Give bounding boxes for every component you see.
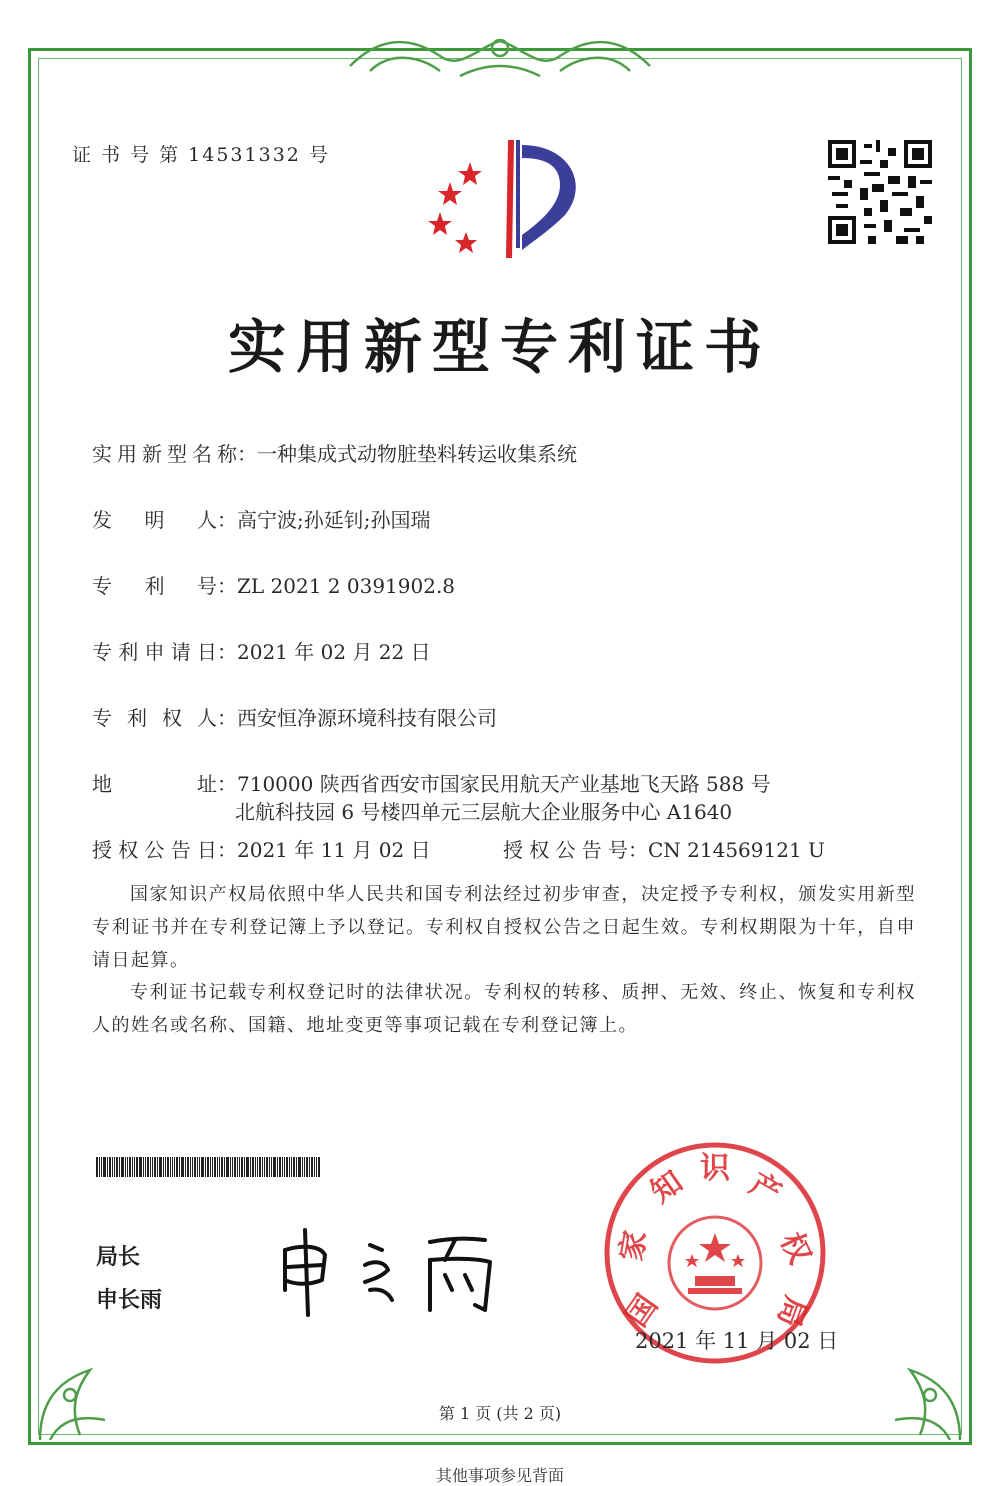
certificate-number: 证 书 号 第 14531332 号 — [72, 144, 330, 166]
barcode-bar — [284, 1157, 285, 1177]
barcode-bar — [262, 1157, 263, 1177]
svg-text:产: 产 — [743, 1166, 787, 1212]
director-title: 局长 — [96, 1245, 141, 1270]
barcode-bar — [167, 1157, 169, 1177]
barcode-bar — [187, 1157, 189, 1177]
barcode-bar — [109, 1157, 111, 1177]
address-row: 地 址：710000 陕西省西安市国家民用航天产业基地飞天路 588 号 — [92, 768, 771, 797]
barcode-bar — [190, 1157, 191, 1177]
barcode-bar — [136, 1157, 138, 1177]
barcode-bar — [174, 1157, 175, 1177]
field-value: CN 214569121 U — [648, 838, 825, 862]
barcode-bar — [318, 1157, 320, 1177]
barcode-bar — [252, 1157, 254, 1177]
barcode-bar — [296, 1157, 297, 1177]
barcode-bar — [224, 1157, 225, 1177]
barcode-bar — [232, 1157, 233, 1177]
svg-text:识: 识 — [700, 1151, 730, 1186]
barcode-bar — [314, 1157, 315, 1177]
barcode-bar — [154, 1157, 156, 1177]
barcode-bar — [302, 1157, 303, 1177]
corner-ornament-icon — [880, 1340, 970, 1450]
barcode-bar — [172, 1157, 173, 1177]
barcode-bar — [132, 1157, 133, 1177]
utility-model-name-row: 实用新型名称：一种集成式动物脏垫料转运收集系统 — [92, 438, 577, 467]
barcode-bar — [309, 1157, 310, 1177]
seal-date: 2021 年 11 月 02 日 — [635, 1329, 839, 1353]
barcode-bar — [239, 1157, 240, 1177]
svg-text:权: 权 — [773, 1227, 818, 1270]
barcode-bar — [298, 1157, 301, 1177]
inventor-row: 发 明 人：高宁波;孙延钊;孙国瑞 — [92, 504, 430, 533]
field-value: 2021 年 02 月 22 日 — [237, 640, 431, 664]
barcode-bar — [165, 1157, 166, 1177]
page-title: 实用新型专利证书 — [227, 313, 772, 381]
field-label: 授权公告日 — [92, 838, 217, 862]
director-name: 申长雨 — [96, 1288, 163, 1313]
barcode-bar — [163, 1157, 164, 1177]
barcode-bar — [306, 1157, 308, 1177]
field-value: 一种集成式动物脏垫料转运收集系统 — [257, 442, 577, 466]
barcode-bar — [241, 1157, 243, 1177]
barcode-bar — [289, 1157, 290, 1177]
barcode-bar — [192, 1157, 193, 1177]
barcode-bar — [121, 1157, 124, 1177]
barcode-bar — [264, 1157, 265, 1177]
barcode-bar — [194, 1157, 196, 1177]
barcode-bar — [145, 1157, 146, 1177]
barcode-bar — [170, 1157, 171, 1177]
patent-office-logo-icon — [420, 130, 590, 260]
barcode-bar — [114, 1157, 115, 1177]
barcode-bar — [271, 1157, 272, 1177]
svg-text:局: 局 — [769, 1291, 814, 1332]
grant-date-row: 授权公告日：2021 年 11 月 02 日 — [92, 834, 431, 863]
barcode-bar — [150, 1157, 151, 1177]
barcode-bar — [286, 1157, 288, 1177]
field-label: 发 明 人 — [92, 508, 217, 532]
barcode-bar — [246, 1157, 249, 1177]
barcode-bar — [214, 1157, 216, 1177]
svg-text:家: 家 — [614, 1227, 654, 1264]
barcode-bar — [291, 1157, 292, 1177]
field-label: 专 利 号 — [92, 574, 217, 598]
barcode-bar — [157, 1157, 158, 1177]
barcode-bar — [101, 1157, 102, 1177]
field-label: 授权公告号 — [503, 838, 628, 862]
barcode-bar — [219, 1157, 220, 1177]
barcode-bar — [237, 1157, 238, 1177]
barcode-bar — [152, 1157, 153, 1177]
barcode-bar — [125, 1157, 126, 1177]
field-value: 高宁波;孙延钊;孙国瑞 — [237, 508, 431, 532]
svg-text:知: 知 — [644, 1164, 690, 1211]
field-label: 实用新型名称 — [92, 442, 237, 466]
field-value: 西安恒净源环境科技有限公司 — [237, 706, 497, 730]
address-line-2: 北航科技园 6 号楼四单元三层航大企业服务中心 A1640 — [235, 800, 733, 824]
barcode-bar — [199, 1157, 200, 1177]
barcode-bar — [244, 1157, 245, 1177]
barcode-bar — [112, 1157, 113, 1177]
barcode-bar — [269, 1157, 270, 1177]
barcode-bar — [147, 1157, 149, 1177]
body-paragraph: 国家知识产权局依照中华人民共和国专利法经过初步审查，决定授予专利权，颁发实用新型专利证书并在专利登记簿上予以登记。专利权自授权公告之日起生效。专利权期限为十年，自申请日起算。 — [92, 884, 916, 971]
svg-text:国: 国 — [619, 1288, 666, 1334]
barcode-bar — [197, 1157, 198, 1177]
barcode-bar — [207, 1157, 209, 1177]
barcode-bar — [293, 1157, 295, 1177]
page-number: 第 1 页 (共 2 页) — [438, 1404, 562, 1423]
barcode-bar — [159, 1157, 162, 1177]
barcode-bar — [226, 1157, 229, 1177]
barcode-bar — [201, 1157, 204, 1177]
barcode-bar — [119, 1157, 120, 1177]
barcode-bar — [107, 1157, 108, 1177]
barcode-bar — [257, 1157, 258, 1177]
barcode-bar — [127, 1157, 128, 1177]
barcode-bar — [304, 1157, 305, 1177]
field-value: ZL 2021 2 0391902.8 — [237, 574, 456, 598]
barcode-bar — [230, 1157, 231, 1177]
barcode-bar — [316, 1157, 317, 1177]
field-value: 2021 年 11 月 02 日 — [237, 838, 431, 862]
field-label: 专利申请日 — [92, 640, 217, 664]
barcode-bar — [277, 1157, 278, 1177]
barcode-bar — [210, 1157, 211, 1177]
field-label: 专 利 权 人 — [92, 706, 217, 730]
barcode-bar — [143, 1157, 144, 1177]
barcode-bar — [212, 1157, 213, 1177]
barcode-bar — [181, 1157, 184, 1177]
handwritten-signature-icon — [270, 1220, 510, 1320]
barcode-bar — [176, 1157, 178, 1177]
barcode-bar — [139, 1157, 142, 1177]
barcode-bar — [129, 1157, 131, 1177]
barcode-bar — [134, 1157, 135, 1177]
grant-number-row: 授权公告号：CN 214569121 U — [503, 834, 825, 863]
barcode-bar — [99, 1157, 100, 1177]
barcode-bar — [273, 1157, 276, 1177]
barcode-bar — [179, 1157, 180, 1177]
barcode-bar — [185, 1157, 186, 1177]
qr-code-icon — [828, 140, 932, 244]
barcode-bar — [311, 1157, 313, 1177]
barcode-bar — [116, 1157, 118, 1177]
application-date-row: 专利申请日：2021 年 02 月 22 日 — [92, 636, 431, 665]
barcode-bar — [255, 1157, 256, 1177]
barcode-bar — [250, 1157, 251, 1177]
top-ornament-icon — [340, 26, 660, 86]
field-value: 710000 陕西省西安市国家民用航天产业基地飞天路 588 号 — [237, 772, 771, 796]
barcode-bar — [282, 1157, 283, 1177]
barcode-icon — [96, 1157, 371, 1177]
barcode-bar — [205, 1157, 206, 1177]
footer-note: 其他事项参见背面 — [435, 1466, 564, 1485]
corner-ornament-icon — [30, 1340, 120, 1450]
barcode-bar — [266, 1157, 268, 1177]
barcode-bar — [221, 1157, 223, 1177]
barcode-bar — [217, 1157, 218, 1177]
barcode-bar — [279, 1157, 281, 1177]
field-label: 地 址 — [92, 772, 217, 796]
barcode-bar — [96, 1157, 98, 1177]
body-paragraph: 专利证书记载专利权登记时的法律状况。专利权的转移、质押、无效、终止、恢复和专利权人的姓名或名称、国籍、地址变更等事项记载在专利登记簿上。 — [92, 982, 916, 1036]
barcode-bar — [103, 1157, 106, 1177]
patentee-row: 专 利 权 人：西安恒净源环境科技有限公司 — [92, 702, 497, 731]
barcode-bar — [259, 1157, 261, 1177]
barcode-bar — [234, 1157, 236, 1177]
patent-number-row: 专 利 号：ZL 2021 2 0391902.8 — [92, 570, 455, 599]
